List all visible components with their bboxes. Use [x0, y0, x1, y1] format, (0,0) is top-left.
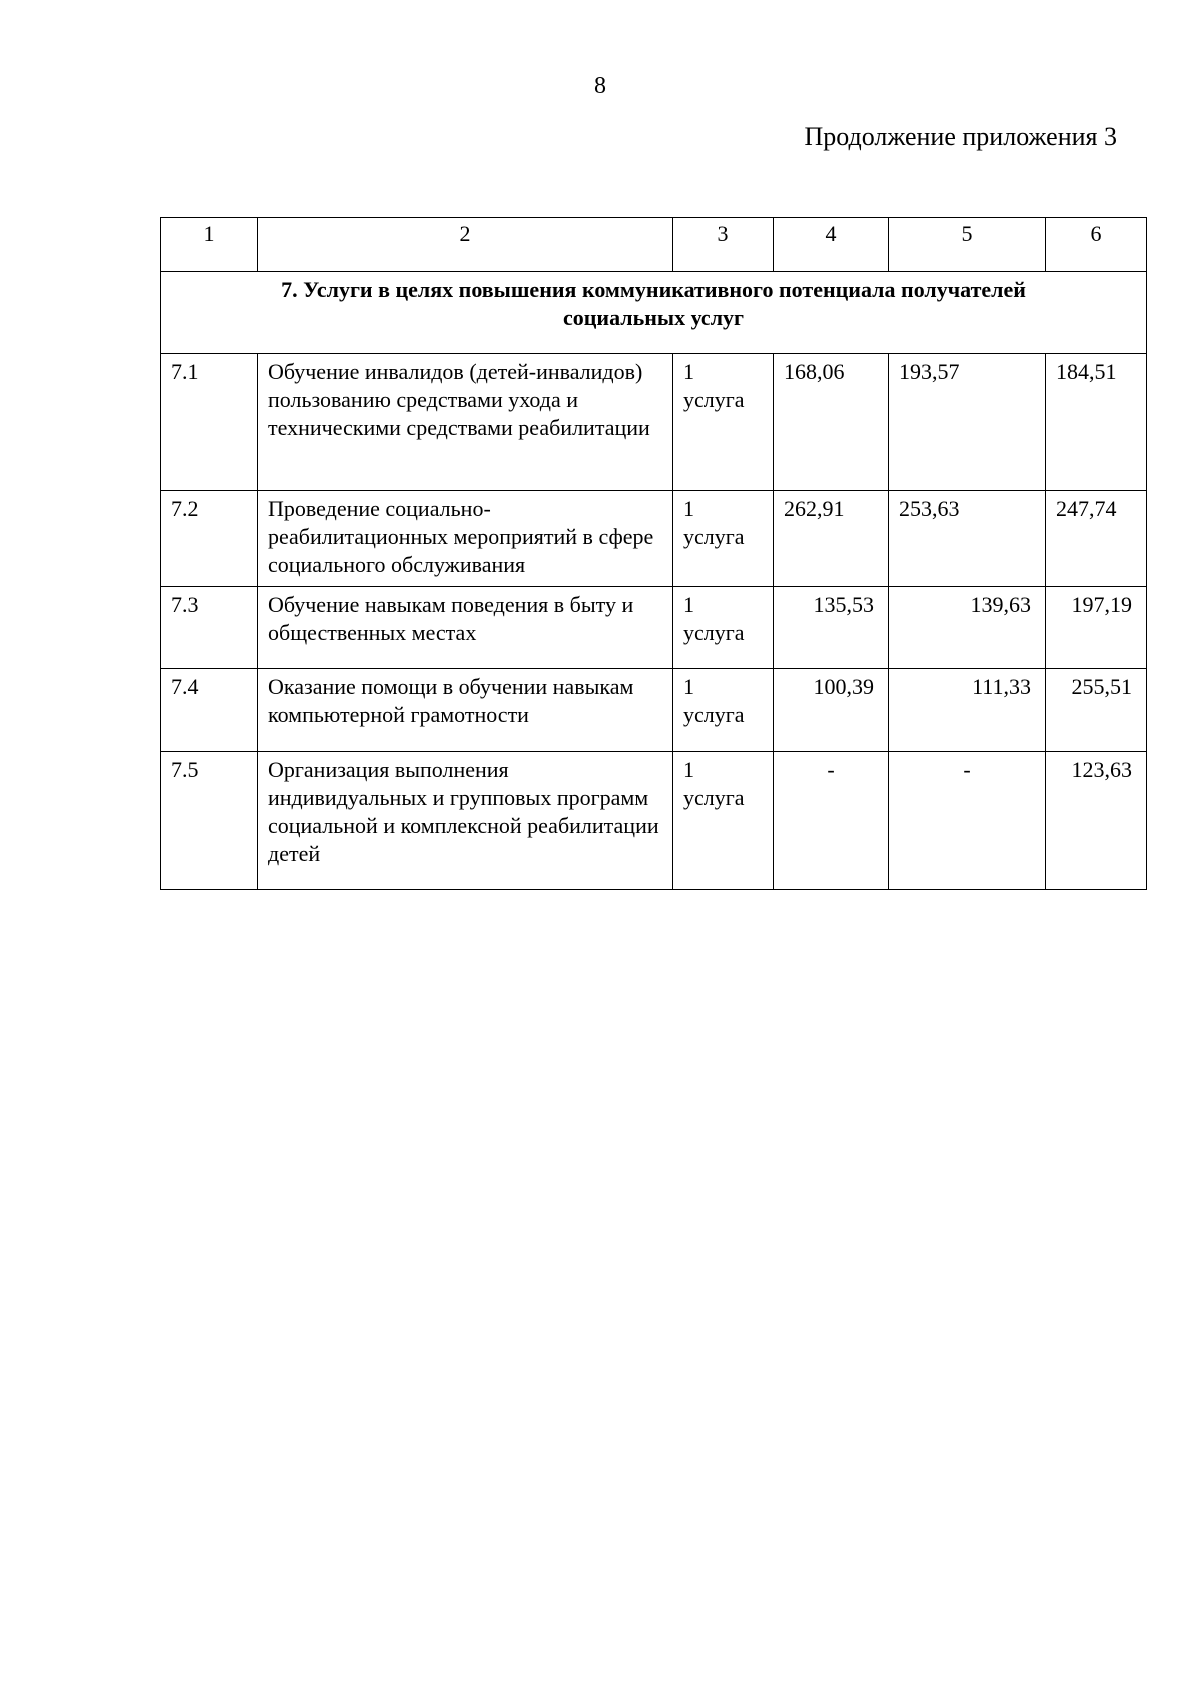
value-col-4: -	[774, 752, 889, 890]
column-number-3: 3	[673, 218, 774, 272]
unit-label: услуга	[683, 785, 745, 810]
service-number: 7.5	[161, 752, 258, 890]
service-unit	[673, 752, 774, 890]
page-number: 8	[594, 73, 606, 99]
column-number-2: 2	[258, 218, 673, 272]
section-title: 7. Услуги в целях повышения коммуникативного потенциала получателей социальных услуг	[161, 272, 1147, 354]
value-col-6: 123,63	[1046, 752, 1147, 890]
value-col-5: -	[889, 752, 1046, 890]
section-heading-row	[161, 272, 1147, 354]
service-name: Обучение инвалидов (детей-инвалидов) пользованию средствами ухода и техническими средствами реабилитации	[258, 354, 673, 491]
table-row	[161, 752, 1147, 890]
unit-label: услуга	[683, 387, 745, 412]
value-col-5: 111,33	[889, 669, 1046, 752]
service-unit	[673, 587, 774, 669]
column-number-1: 1	[161, 218, 258, 272]
table-row	[161, 587, 1147, 669]
service-number: 7.4	[161, 669, 258, 752]
unit-quantity: 1	[683, 592, 694, 617]
value-col-4: 262,91	[774, 491, 889, 587]
unit-label: услуга	[683, 620, 745, 645]
unit-quantity: 1	[683, 674, 694, 699]
value-col-6: 255,51	[1046, 669, 1147, 752]
column-number-row	[161, 218, 1147, 272]
service-unit	[673, 354, 774, 491]
services-table	[160, 217, 1147, 890]
column-number-6: 6	[1046, 218, 1147, 272]
value-col-6: 184,51	[1046, 354, 1147, 491]
value-col-5: 139,63	[889, 587, 1046, 669]
unit-label: услуга	[683, 524, 745, 549]
service-name: Обучение навыкам поведения в быту и общественных местах	[258, 587, 673, 669]
value-col-6: 197,19	[1046, 587, 1147, 669]
service-number: 7.3	[161, 587, 258, 669]
appendix-continuation-label: Продолжение приложения 3	[804, 122, 1117, 151]
column-number-5: 5	[889, 218, 1046, 272]
unit-quantity: 1	[683, 496, 694, 521]
service-name: Организация выполнения индивидуальных и групповых программ социальной и комплексной реабилитации детей	[258, 752, 673, 890]
service-unit	[673, 491, 774, 587]
service-number: 7.2	[161, 491, 258, 587]
value-col-5: 253,63	[889, 491, 1046, 587]
value-col-4: 100,39	[774, 669, 889, 752]
service-unit	[673, 669, 774, 752]
table-row	[161, 354, 1147, 491]
table-row	[161, 491, 1147, 587]
service-name: Проведение социально-реабилитационных мероприятий в сфере социального обслуживания	[258, 491, 673, 587]
column-number-4: 4	[774, 218, 889, 272]
unit-quantity: 1	[683, 359, 694, 384]
value-col-5: 193,57	[889, 354, 1046, 491]
value-col-4: 168,06	[774, 354, 889, 491]
service-name: Оказание помощи в обучении навыкам компьютерной грамотности	[258, 669, 673, 752]
unit-quantity: 1	[683, 757, 694, 782]
value-col-4: 135,53	[774, 587, 889, 669]
service-number: 7.1	[161, 354, 258, 491]
table-row	[161, 669, 1147, 752]
value-col-6: 247,74	[1046, 491, 1147, 587]
unit-label: услуга	[683, 702, 745, 727]
